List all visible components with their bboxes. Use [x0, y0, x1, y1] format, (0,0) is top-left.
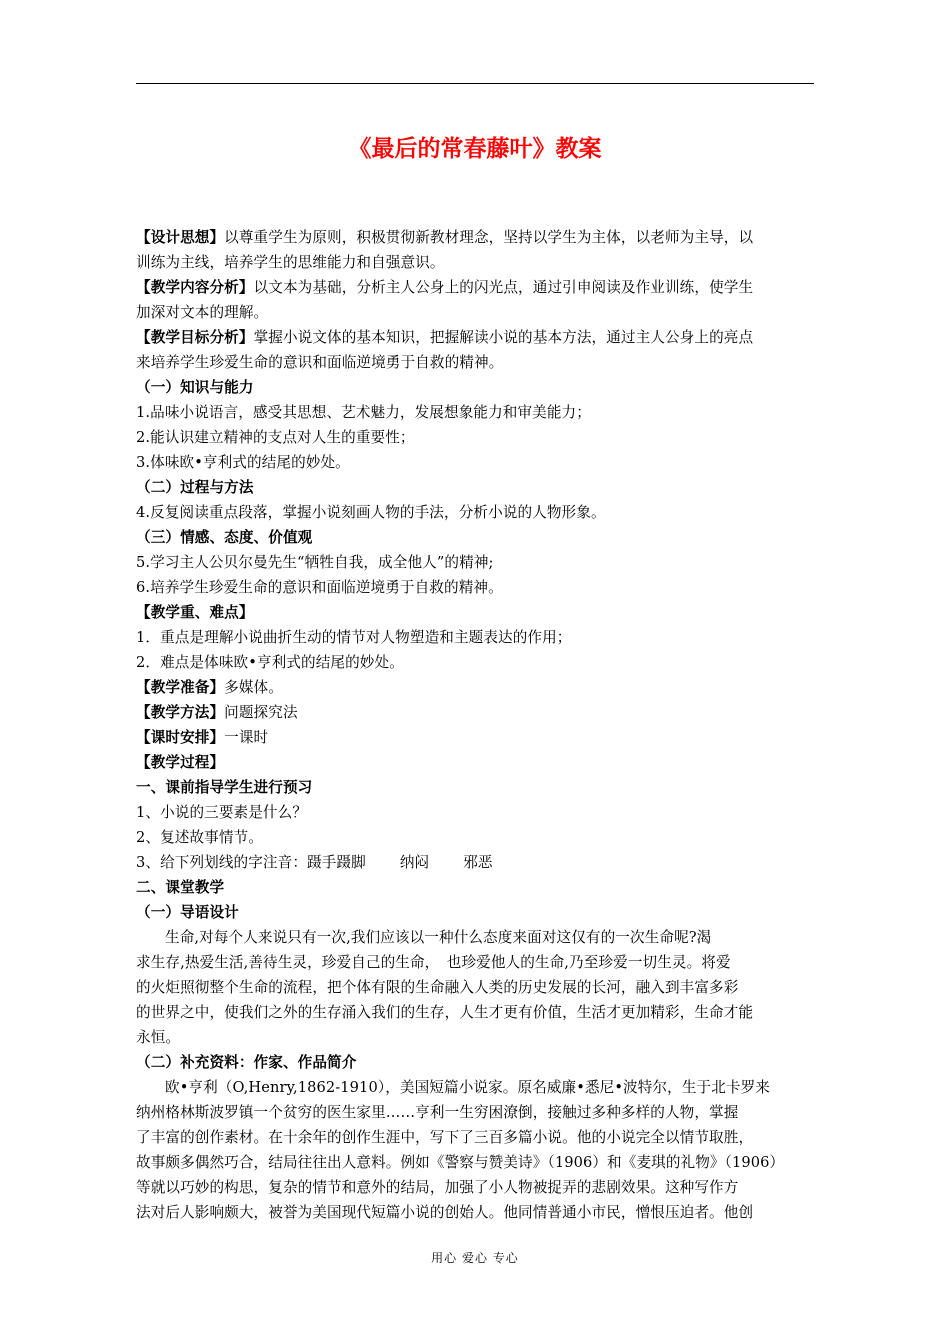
intro-line: 的火炬照彻整个生命的流程，把个体有限的生命融入人类的历史发展的长河，融入到丰富多彩 [136, 979, 739, 996]
goal-heading-1: （一）知识与能力 [136, 379, 254, 396]
pinyin-word-2: 纳闷 [399, 854, 430, 871]
key-point-item: 2．难点是体味欧•亨利式的结尾的妙处。 [136, 654, 404, 671]
page-title: 《最后的常春藤叶》教案 [348, 136, 602, 162]
goal-item: 2.能认识建立精神的支点对人生的重要性； [136, 429, 415, 446]
goal-item: 4.反复阅读重点段落，掌握小说刻画人物的手法，分析小说的人物形象。 [136, 504, 606, 521]
intro-line: 永恒。 [136, 1029, 181, 1046]
goal-heading-3: （三）情感、态度、价值观 [136, 529, 313, 546]
bio-line: 法对后人影响颇大，被誉为美国现代短篇小说的创始人。他同情普通小市民，憎恨压迫者。他创 [136, 1204, 754, 1221]
schedule-line [136, 725, 816, 750]
content-analysis-line1: 【教学内容分析】以文本为基础，分析主人公身上的闪光点，通过引申阅读及作业训练，使学生 [136, 279, 754, 296]
goal-analysis-label: 【教学目标分析】 [136, 329, 254, 346]
preview-item-3: 3、给下列划线的字注音：蹑手蹑脚 纳闷 邪恶 [136, 854, 493, 871]
design-label: 【设计思想】 [136, 229, 225, 246]
prep-line [136, 675, 816, 700]
design-para-line1: 【设计思想】以尊重学生为原则，积极贯彻新教材理念，坚持以学生为主体，以老师为主导，以 [136, 229, 754, 246]
method-line [136, 700, 816, 725]
pinyin-word-1: 蹑手蹑脚 [307, 854, 366, 871]
bio-line: 纳州格林斯波罗镇一个贫穷的医生家里……亨利一生穷困潦倒，接触过多种多样的人物，掌握 [136, 1104, 739, 1121]
preview-item: 2、复述故事情节。 [136, 829, 263, 846]
section1-heading: 一、课前指导学生进行预习 [136, 779, 313, 796]
intro-line: 求生存,热爱生活,善待生灵，珍爱自己的生命， 也珍爱他人的生命,乃至珍爱一切生灵。将爱 [136, 954, 731, 971]
document-body [136, 225, 816, 1225]
intro-line: 生命,对每个人来说只有一次,我们应该以一种什么态度来面对这仅有的一次生命呢?渴 [165, 929, 712, 946]
header-rule [136, 83, 814, 84]
bio-line: 了丰富的创作素材。在十余年的创作生涯中，写下了三百多篇小说。他的小说完全以情节取胜， [136, 1129, 754, 1146]
content-analysis-label: 【教学内容分析】 [136, 279, 254, 296]
design-para-line2: 训练为主线，培养学生的思维能力和自强意识。 [136, 254, 445, 271]
intro-heading: （一）导语设计 [136, 904, 239, 921]
page-footer: 用心 爱心 专心 [431, 1251, 519, 1265]
goal-heading-2: （二）过程与方法 [136, 479, 254, 496]
bio-line: 故事颇多偶然巧合，结局往往出人意料。例如《警察与赞美诗》（1906）和《麦琪的礼物》（1906） [136, 1154, 785, 1171]
bio-line: 等就以巧妙的构思，复杂的情节和意外的结局，加强了小人物被捉弄的悲剧效果。这种写作方 [136, 1179, 739, 1196]
schedule-label: 【课时安排】 [136, 729, 225, 746]
method-label: 【教学方法】 [136, 704, 225, 721]
goal-item: 3.体味欧•亨利式的结尾的妙处。 [136, 454, 350, 471]
intro-line: 的世界之中，使我们之外的生存涌入我们的生存，人生才更有价值，生活才更加精彩，生命才能 [136, 1004, 754, 1021]
preview-item: 1、小说的三要素是什么？ [136, 804, 308, 821]
goal-item: 1.品味小说语言，感受其思想、艺术魅力，发展想象能力和审美能力； [136, 404, 591, 421]
schedule-value: 一课时 [224, 729, 269, 746]
goal-analysis-line2: 来培养学生珍爱生命的意识和面临逆境勇于自救的精神。 [136, 354, 504, 371]
goal-analysis-line1: 【教学目标分析】掌握小说文体的基本知识，把握解读小说的基本方法，通过主人公身上的亮点 [136, 329, 754, 346]
goal-item: 5.学习主人公贝尔曼先生“牺牲自我，成全他人”的精神; [136, 554, 494, 571]
content-analysis-line2: 加深对文本的理解。 [136, 304, 269, 321]
prep-label: 【教学准备】 [136, 679, 225, 696]
key-point-item: 1．重点是理解小说曲折生动的情节对人物塑造和主题表达的作用； [136, 629, 572, 646]
section2-heading: 二、课堂教学 [136, 879, 225, 896]
goal-item: 6.培养学生珍爱生命的意识和面临逆境勇于自救的精神。 [136, 579, 503, 596]
key-points-label: 【教学重、难点】 [136, 604, 254, 621]
process-label: 【教学过程】 [136, 754, 225, 771]
method-value: 问题探究法 [224, 704, 298, 721]
pinyin-word-3: 邪恶 [463, 854, 493, 871]
bio-heading: （二）补充资料：作家、作品简介 [136, 1054, 357, 1071]
bio-line: 欧•亨利（O,Henry,1862-1910），美国短篇小说家。原名威廉•悉尼•波特尔，生于北卡罗来 [165, 1079, 770, 1096]
prep-value: 多媒体。 [224, 679, 283, 696]
